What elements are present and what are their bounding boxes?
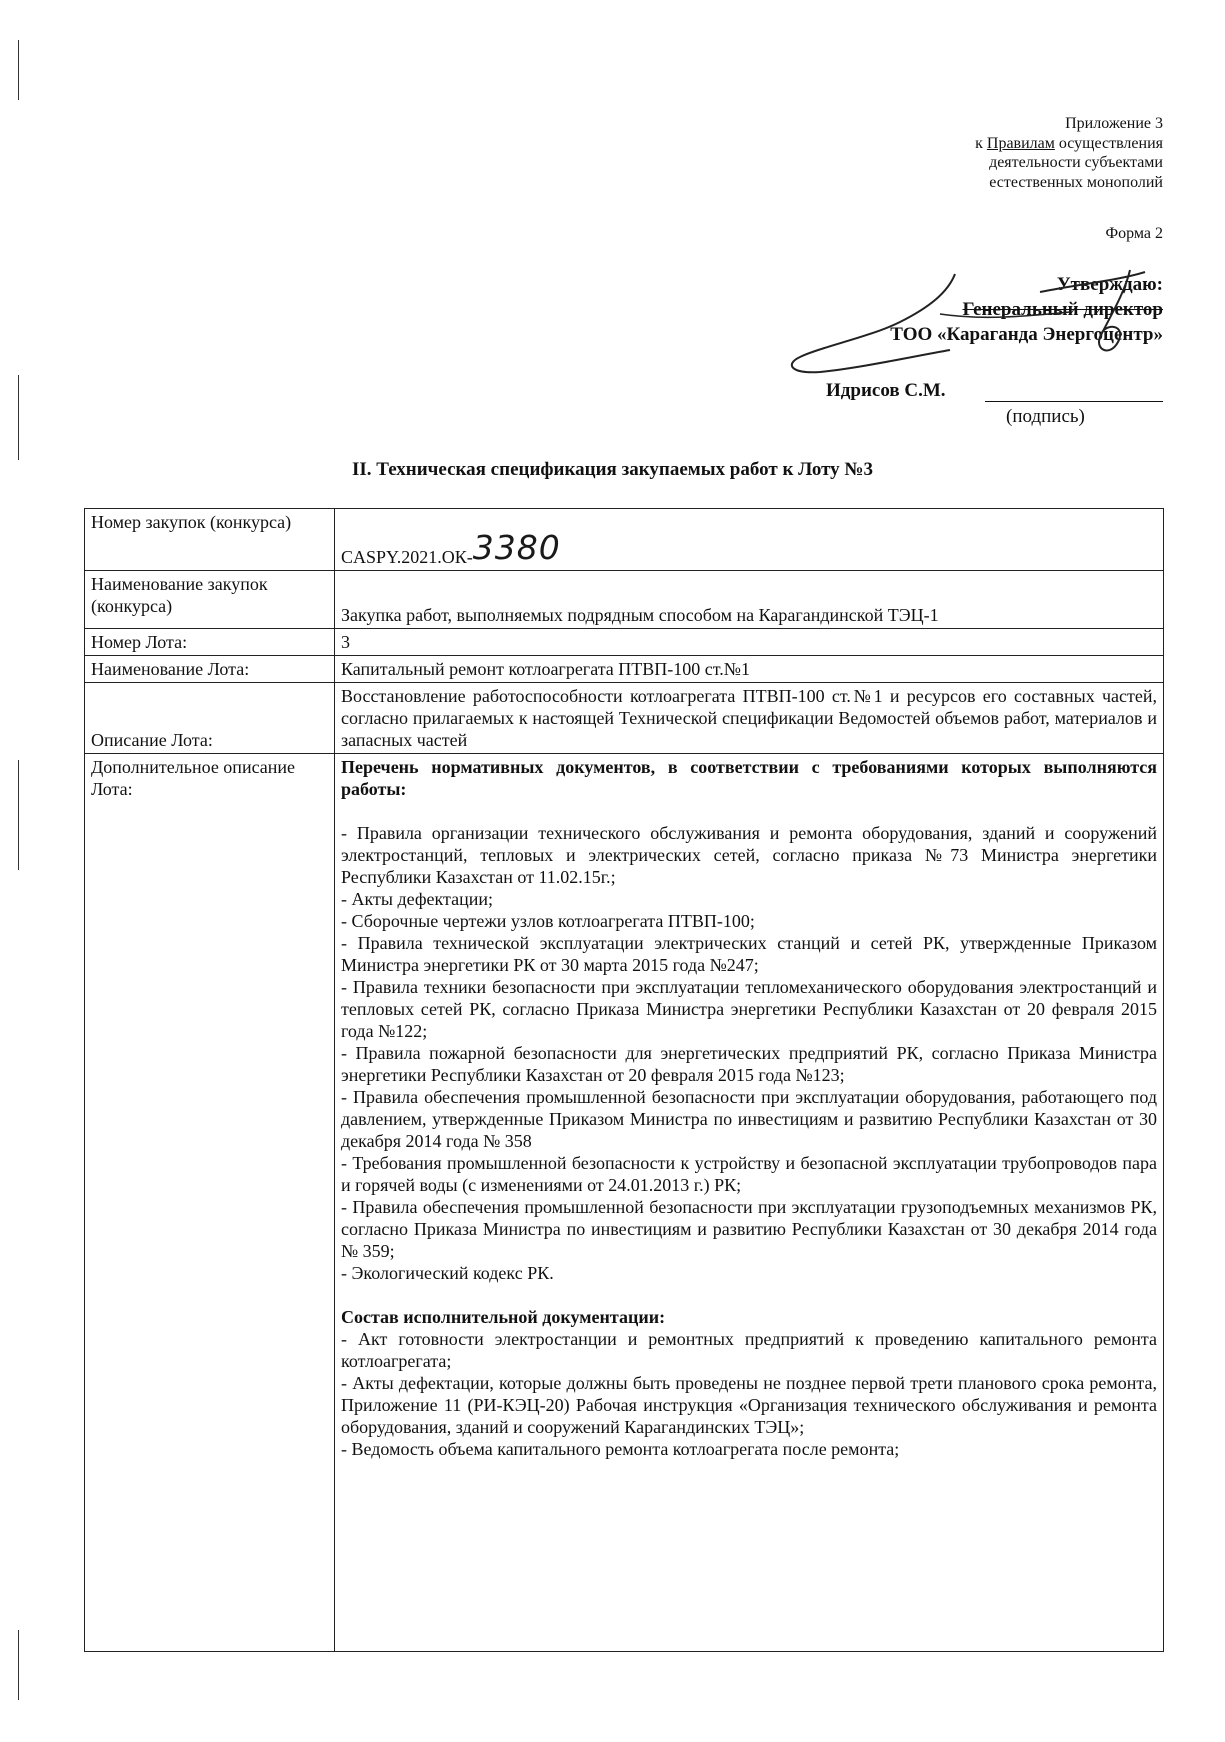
list-item: - Правила пожарной безопасности для энергетических предприятий РК, согласно Приказа Министра энергетики Республики Казахстан от 20 февраля 2015 года №123;	[341, 1043, 1157, 1085]
table-row	[85, 656, 1164, 683]
approval-header: Утверждаю:	[1056, 274, 1163, 295]
signer-name: Идрисов С.М.	[826, 380, 946, 401]
list-item: - Правила обеспечения промышленной безопасности при эксплуатации оборудования, работающего под давлением, утвержденные Приказом Министра по инвестициям и развитию Республики Казахстан от 30 декабря 2014 года № 358	[341, 1087, 1157, 1151]
row-value	[335, 509, 1164, 571]
list-item: - Правила обеспечения промышленной безопасности при эксплуатации грузоподъемных механизмов РК, согласно Приказа Министра по инвестициям и развитию Республики Казахстан от 30 декабря 2014 года № 359;	[341, 1197, 1157, 1261]
table-row	[85, 754, 1164, 1652]
row-value: Капитальный ремонт котлоагрегата ПТВП-100 ст.№1	[335, 656, 1164, 683]
appendix-line-3: деятельности субъектами	[989, 154, 1163, 171]
appendix-line-4: естественных монополий	[989, 173, 1163, 191]
list-item: - Акты дефектации, которые должны быть проведены не позднее первой трети планового срока ремонта, Приложение 11 (РИ-КЭЦ-20) Рабочая инструкция «Организация технического обслуживания и ремонта оборудования, зданий и сооружений Карагандинских ТЭЦ»;	[341, 1373, 1157, 1437]
procurement-number-printed: CASPY.2021.ОК-	[341, 547, 473, 567]
form-number: Форма 2	[1105, 225, 1163, 242]
scan-margin-mark	[18, 375, 19, 460]
section-heading-normative-docs: Перечень нормативных документов, в соответствии с требованиями которых выполняются работы:	[341, 757, 1157, 799]
row-label: Номер закупок (конкурса)	[85, 509, 335, 571]
row-label: Дополнительное описание Лота:	[85, 754, 335, 1652]
table-row	[85, 571, 1164, 629]
section-heading-executive-docs: Состав исполнительной документации:	[341, 1307, 666, 1327]
table-row	[85, 509, 1164, 571]
scan-margin-mark	[18, 760, 19, 870]
row-label: Описание Лота:	[85, 683, 335, 754]
list-item: - Правила организации технического обслуживания и ремонта оборудования, зданий и сооружений электростанций, тепловых и электрических сетей, согласно приказа №73 Министра энергетики Республики Казахстан от 11.02.15г.;	[341, 823, 1157, 887]
row-value: Закупка работ, выполняемых подрядным способом на Карагандинской ТЭЦ-1	[335, 571, 1164, 629]
document-title: II. Техническая спецификация закупаемых работ к Лоту №3	[352, 459, 873, 480]
list-item: - Правила технической эксплуатации электрических станций и сетей РК, утвержденные Приказом Министра энергетики РК от 30 марта 2015 года №247;	[341, 933, 1157, 975]
row-label: Наименование закупок (конкурса)	[85, 571, 335, 629]
scan-margin-mark	[18, 40, 19, 100]
approval-company: ТОО «Караганда Энергоцентр»	[890, 324, 1163, 345]
row-label: Наименование Лота:	[85, 656, 335, 683]
table-row	[85, 629, 1164, 656]
list-item: - Ведомость объема капитального ремонта котлоагрегата после ремонта;	[341, 1439, 900, 1459]
list-item: - Сборочные чертежи узлов котлоагрегата ПТВП-100;	[341, 911, 755, 931]
scan-margin-mark	[18, 1630, 19, 1700]
row-value	[335, 754, 1164, 1652]
signature-caption: (подпись)	[1006, 406, 1085, 427]
list-item: - Правила техники безопасности при эксплуатации тепломеханического оборудования электростанций и тепловых сетей РК, согласно Приказа Министра энергетики Республики Казахстан от 20 февраля 2015 года №122;	[341, 977, 1157, 1041]
appendix-line-2: к Правилам осуществления	[975, 134, 1163, 152]
approval-position: Генеральный директор	[962, 299, 1163, 320]
appendix-line-1: Приложение 3	[1065, 115, 1163, 132]
handwritten-signature	[780, 262, 1160, 402]
row-label: Номер Лота:	[85, 629, 335, 656]
row-value: Восстановление работоспособности котлоагрегата ПТВП-100 ст.№1 и ресурсов его составных частей, согласно прилагаемых к настоящей Технической спецификации Ведомостей объемов работ, материалов и запасных частей	[335, 683, 1164, 754]
procurement-number-handwritten: 3380	[472, 528, 561, 567]
appendix-header	[975, 114, 1163, 192]
row-value: 3	[335, 629, 1164, 656]
list-item: - Акты дефектации;	[341, 889, 493, 909]
list-item: - Экологический кодекс РК.	[341, 1263, 554, 1283]
specification-table	[84, 508, 1164, 1652]
rules-link[interactable]: Правилам	[986, 134, 1055, 152]
table-row	[85, 683, 1164, 754]
list-item: - Требования промышленной безопасности к устройству и безопасной эксплуатации трубопроводов пара и горячей воды (с изменениями от 24.01.2013 г.) РК;	[341, 1153, 1157, 1195]
list-item: - Акт готовности электростанции и ремонтных предприятий к проведению капитального ремонта котлоагрегата;	[341, 1329, 1157, 1371]
